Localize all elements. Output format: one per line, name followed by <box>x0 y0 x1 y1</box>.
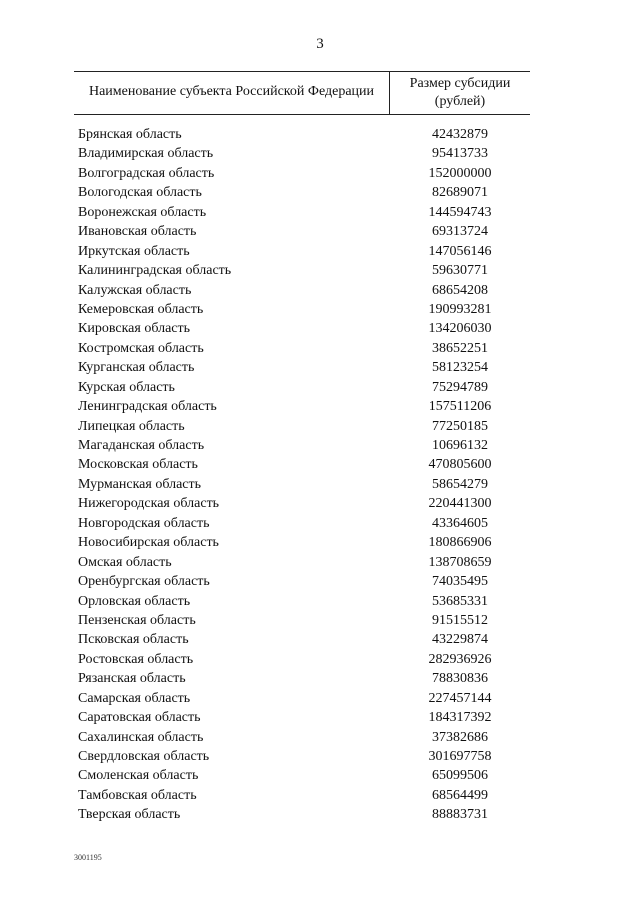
table-row <box>74 125 530 144</box>
subsidy-amount: 43229874 <box>432 632 488 648</box>
region-name: Нижегородская область <box>78 496 220 512</box>
subsidy-amount: 68654208 <box>432 282 488 298</box>
region-name: Сахалинская область <box>78 729 204 745</box>
subsidy-amount: 53685331 <box>432 593 488 609</box>
subsidy-amount: 134206030 <box>428 321 492 337</box>
region-name: Омская область <box>78 554 172 570</box>
table-row <box>74 669 530 688</box>
table-row <box>74 183 530 202</box>
subsidy-amount: 43364605 <box>432 515 488 531</box>
region-name: Ивановская область <box>78 224 197 240</box>
subsidy-amount: 301697758 <box>428 749 492 764</box>
table-row <box>74 436 530 455</box>
subsidy-amount: 88883731 <box>432 807 488 823</box>
region-name: Саратовская область <box>78 710 201 726</box>
table-row <box>74 553 530 572</box>
table-row <box>74 378 530 397</box>
region-name: Иркутская область <box>78 243 190 259</box>
subsidy-amount: 157511206 <box>428 399 492 415</box>
region-name: Курганская область <box>78 360 195 376</box>
region-name: Липецкая область <box>78 418 185 434</box>
column-header-amount-line2: (рублей) <box>434 94 486 109</box>
region-name: Владимирская область <box>78 146 214 162</box>
region-name: Ленинградская область <box>78 399 217 415</box>
table-row <box>74 475 530 494</box>
column-header-name: Наименование субъекта Российской Федерации <box>88 84 375 99</box>
table-row <box>74 242 530 261</box>
subsidy-amount: 10696132 <box>432 438 488 453</box>
table-row <box>74 747 530 766</box>
region-name: Псковская область <box>78 632 189 648</box>
subsidy-amount: 58123254 <box>432 360 488 376</box>
region-name: Новосибирская область <box>78 535 219 551</box>
table-row <box>74 417 530 436</box>
region-name: Костромская область <box>78 340 204 356</box>
table-row <box>74 339 530 358</box>
region-name: Ростовская область <box>78 651 194 667</box>
region-name: Московская область <box>78 457 198 473</box>
subsidy-amount: 91515512 <box>432 612 488 628</box>
table-row <box>74 203 530 222</box>
table-row <box>74 533 530 552</box>
table-row <box>74 728 530 747</box>
region-name: Новгородская область <box>78 515 210 531</box>
region-name: Самарская область <box>78 690 191 706</box>
table-row <box>74 397 530 416</box>
subsidy-amount: 282936926 <box>428 651 492 667</box>
subsidy-amount: 58654279 <box>432 476 488 492</box>
table-row <box>74 786 530 805</box>
region-name: Тверская область <box>78 807 181 823</box>
table-row <box>74 805 530 824</box>
subsidy-amount: 78830836 <box>432 671 488 687</box>
table-row <box>74 164 530 183</box>
table-row <box>74 689 530 708</box>
subsidy-amount: 37382686 <box>432 729 488 745</box>
region-name: Курская область <box>78 379 175 395</box>
subsidy-amount: 69313724 <box>432 224 488 240</box>
table-row <box>74 514 530 533</box>
column-header-amount-line1: Размер субсидии <box>409 76 511 91</box>
table-row <box>74 572 530 591</box>
table-body <box>74 125 530 825</box>
region-name: Волгоградская область <box>78 165 215 181</box>
subsidy-amount: 138708659 <box>428 554 492 570</box>
region-name: Пензенская область <box>78 612 196 628</box>
subsidy-amount: 68564499 <box>432 787 488 803</box>
subsidy-amount: 59630771 <box>432 263 488 279</box>
table-row <box>74 144 530 163</box>
region-name: Рязанская область <box>78 671 186 687</box>
region-name: Кемеровская область <box>78 301 204 317</box>
table-row <box>74 650 530 669</box>
subsidy-amount: 38652251 <box>432 340 488 356</box>
table-row <box>74 261 530 280</box>
region-name: Мурманская область <box>78 476 202 492</box>
subsidy-amount: 147056146 <box>428 243 492 259</box>
subsidy-amount: 144594743 <box>428 204 492 220</box>
subsidy-amount: 152000000 <box>428 165 492 181</box>
table-row <box>74 592 530 611</box>
page-number: 3 <box>316 36 324 52</box>
region-name: Калужская область <box>78 282 192 298</box>
region-name: Тамбовская область <box>78 787 197 803</box>
region-name: Брянская область <box>78 127 182 142</box>
region-name: Орловская область <box>78 593 191 609</box>
region-name: Магаданская область <box>78 438 205 453</box>
column-header-amount <box>390 75 530 111</box>
region-name: Вологодская область <box>78 185 202 201</box>
table-top-rule <box>74 71 530 72</box>
table-row <box>74 281 530 300</box>
region-name: Смоленская область <box>78 768 199 784</box>
table-row <box>74 611 530 630</box>
subsidy-amount: 95413733 <box>432 146 488 162</box>
region-name: Кировская область <box>78 321 191 337</box>
table-header-bottom-rule <box>74 114 530 115</box>
table-row <box>74 630 530 649</box>
subsidy-amount: 190993281 <box>428 301 492 317</box>
table-row <box>74 300 530 319</box>
subsidy-amount: 77250185 <box>432 418 488 434</box>
subsidy-amount: 65099506 <box>432 768 488 784</box>
subsidy-amount: 74035495 <box>432 574 488 590</box>
subsidy-amount: 82689071 <box>432 185 488 201</box>
table-row <box>74 708 530 727</box>
region-name: Воронежская область <box>78 204 207 220</box>
subsidy-amount: 470805600 <box>428 457 492 473</box>
document-code: 3001195 <box>74 853 102 862</box>
subsidy-amount: 180866906 <box>428 535 492 551</box>
subsidy-amount: 75294789 <box>432 379 488 395</box>
table-row <box>74 358 530 377</box>
region-name: Калининградская область <box>78 263 232 279</box>
subsidy-amount: 220441300 <box>428 496 492 512</box>
region-name: Оренбургская область <box>78 574 210 590</box>
table-row <box>74 319 530 338</box>
table-row <box>74 494 530 513</box>
subsidy-amount: 42432879 <box>432 127 488 142</box>
table-row <box>74 766 530 785</box>
subsidy-amount: 184317392 <box>428 710 492 726</box>
region-name: Свердловская область <box>78 749 210 764</box>
table-row <box>74 455 530 474</box>
subsidy-amount: 227457144 <box>428 690 492 706</box>
table-row <box>74 222 530 241</box>
